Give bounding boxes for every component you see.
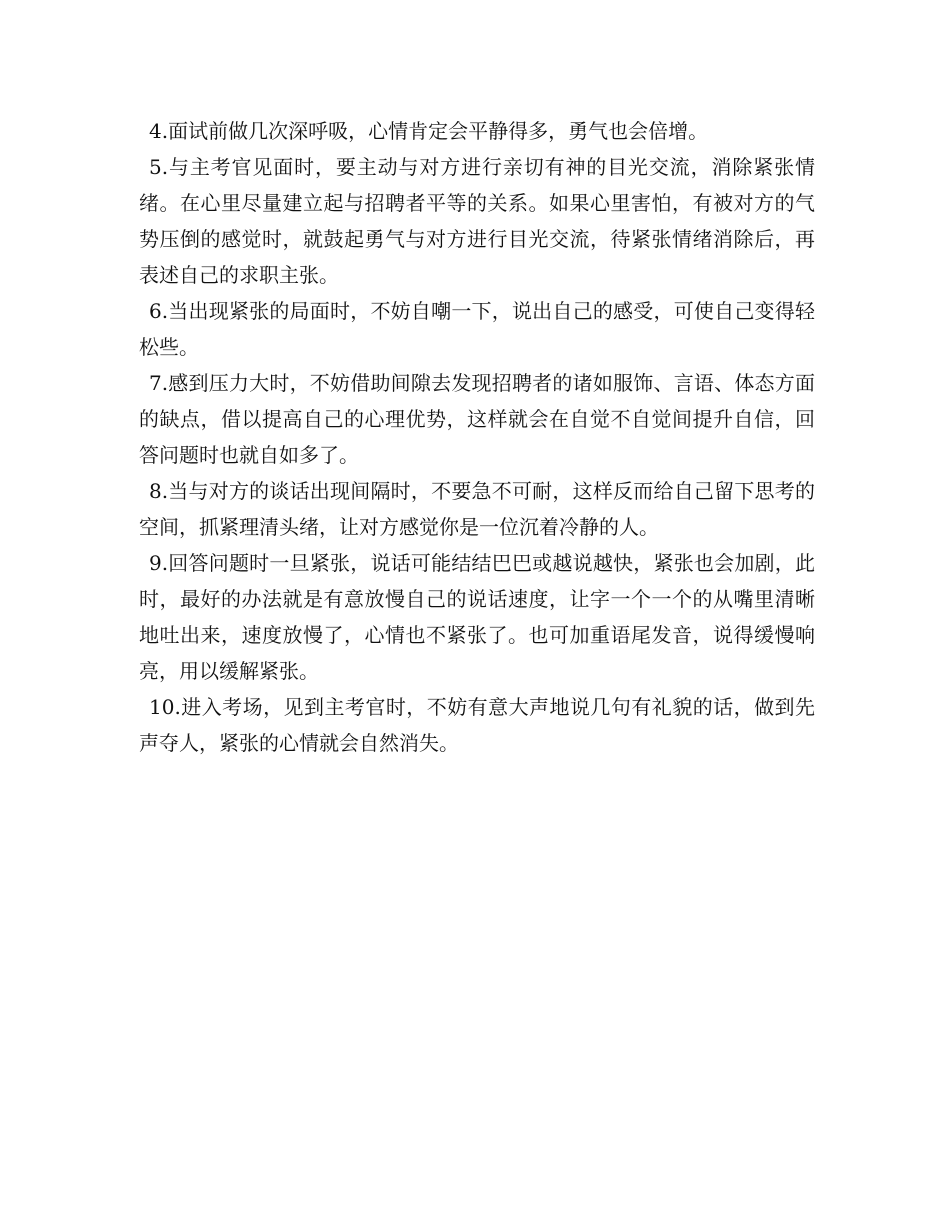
paragraph-tip-9: 9.回答问题时一旦紧张，说话可能结结巴巴或越说越快，紧张也会加剧，此时，最好的办法就是有意放慢自己的说话速度，让字一个一个的从嘴里清晰地吐出来，速度放慢了，心情也不紧张了。也可加重语尾发音，说得缓慢响亮，用以缓解紧张。 xyxy=(139,551,815,683)
paragraph-tip-5: 5.与主考官见面时，要主动与对方进行亲切有神的目光交流，消除紧张情绪。在心里尽量建立起与招聘者平等的关系。如果心里害怕，有被对方的气势压倒的感觉时，就鼓起勇气与对方进行目光交流，待紧张情绪消除后，再表述自己的求职主张。 xyxy=(139,155,815,287)
paragraph-tip-6: 6.当出现紧张的局面时，不妨自嘲一下，说出自己的感受，可使自己变得轻松些。 xyxy=(139,299,815,359)
paragraph-tip-8: 8.当与对方的谈话出现间隔时，不要急不可耐，这样反而给自己留下思考的空间，抓紧理清头绪，让对方感觉你是一位沉着冷静的人。 xyxy=(139,479,815,539)
paragraph-tip-10: 10.进入考场，见到主考官时，不妨有意大声地说几句有礼貌的话，做到先声夺人，紧张的心情就会自然消失。 xyxy=(139,695,815,755)
paragraph-tip-4: 4.面试前做几次深呼吸，心情肯定会平静得多，勇气也会倍增。 xyxy=(149,119,709,143)
document-body xyxy=(139,113,815,761)
paragraph-tip-7: 7.感到压力大时，不妨借助间隙去发现招聘者的诸如服饰、言语、体态方面的缺点，借以提高自己的心理优势，这样就会在自觉不自觉间提升自信，回答问题时也就自如多了。 xyxy=(139,371,815,467)
